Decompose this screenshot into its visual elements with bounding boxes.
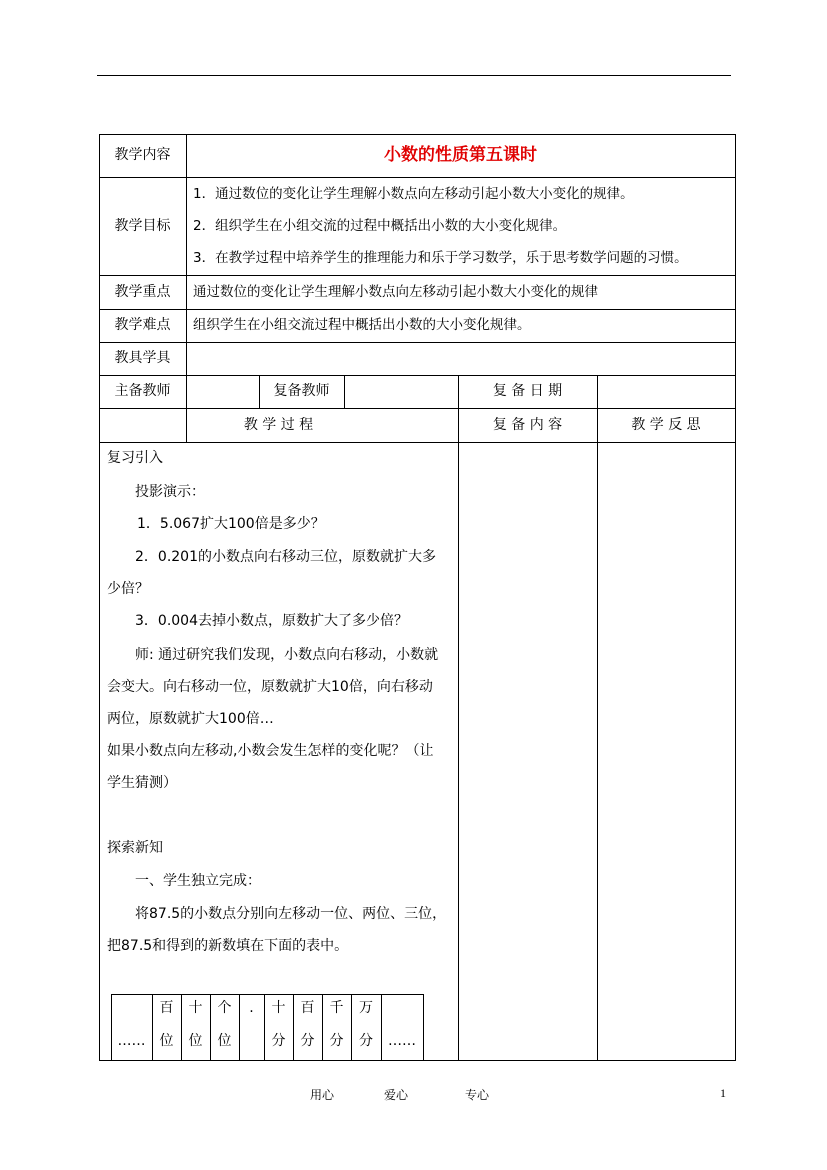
content-label: 教学内容 — [114, 147, 171, 163]
place-cell-bottom: 位 — [217, 1033, 232, 1049]
place-cell-bottom: …… — [388, 1033, 416, 1049]
table-border-bottom — [99, 1060, 736, 1061]
review-content-column-header: 复 备 内 容 — [492, 417, 563, 433]
place-cell-top: 十 — [188, 1000, 203, 1016]
lesson-plan-table — [99, 134, 736, 1061]
process-line: 会变大。向右移动一位，原数就扩大10倍，向右移动 — [107, 679, 433, 695]
key-point-label: 教学重点 — [114, 284, 171, 300]
footer-item: 爱心 — [384, 1088, 409, 1102]
goal-item: 2．组织学生在小组交流的过程中概括出小数的大小变化规律。 — [193, 218, 567, 234]
place-cell-bottom: 位 — [188, 1033, 203, 1049]
column-divider — [344, 375, 345, 408]
place-cell-bottom: 分 — [329, 1033, 344, 1049]
process-line: 将87.5的小数点分别向左移动一位、两位、三位， — [135, 906, 447, 922]
row-divider — [99, 309, 736, 310]
difficulty-text: 组织学生在小组交流过程中概括出小数的大小变化规律。 — [193, 317, 531, 333]
table-border-top — [99, 134, 736, 135]
row-divider — [99, 275, 736, 276]
goal-item: 1．通过数位的变化让学生理解小数点向左移动引起小数大小变化的规律。 — [193, 186, 634, 202]
row-divider — [99, 408, 736, 409]
process-line: 把87.5和得到的新数填在下面的表中。 — [107, 938, 349, 954]
place-cell-bottom: 位 — [159, 1033, 174, 1049]
place-cell-top: 十 — [271, 1000, 286, 1016]
process-line: 3．0.004去掉小数点，原数扩大了多少倍？ — [135, 613, 408, 629]
place-cell-top: 百 — [159, 1000, 174, 1016]
page-number: 1 — [720, 1086, 726, 1100]
lesson-title: 小数的性质第五课时 — [384, 145, 537, 165]
process-line: 少倍？ — [107, 581, 149, 597]
main-teacher-label: 主备教师 — [114, 383, 171, 399]
table-border-left — [99, 134, 100, 1061]
row-divider — [99, 442, 736, 443]
table-border-right — [735, 134, 736, 1061]
process-line: 2．0.201的小数点向右移动三位，原数就扩大多 — [135, 549, 436, 565]
difficulty-label: 教学难点 — [114, 317, 171, 333]
place-cell-top: 万 — [359, 1000, 373, 1016]
place-cell-top: . — [249, 1000, 254, 1016]
process-line: 一、学生独立完成： — [135, 873, 261, 889]
key-point-text: 通过数位的变化让学生理解小数点向左移动引起小数大小变化的规律 — [193, 284, 598, 300]
process-line: 两位，原数就扩大100倍… — [107, 711, 274, 727]
co-teacher-label: 复备教师 — [273, 383, 330, 399]
process-line: 如果小数点向左移动,小数会发生怎样的变化呢？（让 — [107, 743, 434, 759]
place-cell-top: 个 — [217, 1000, 232, 1016]
footer-item: 用心 — [310, 1088, 335, 1102]
process-line: 师: 通过研究我们发现，小数点向右移动，小数就 — [135, 647, 439, 663]
section-heading: 探索新知 — [107, 840, 163, 856]
place-table-border — [423, 994, 424, 1060]
section-heading: 复习引入 — [107, 450, 163, 466]
process-line: 1．5.067扩大100倍是多少？ — [137, 516, 325, 532]
footer-item: 专心 — [465, 1088, 490, 1102]
process-line: 学生猜测） — [107, 775, 177, 791]
place-value-table — [111, 994, 424, 1060]
place-cell-top: 千 — [329, 1000, 344, 1016]
row-divider — [99, 177, 736, 178]
process-line: 投影演示： — [135, 484, 205, 500]
goal-item: 3．在教学过程中培养学生的推理能力和乐于学习数学，乐于思考数学问题的习惯。 — [193, 250, 688, 266]
place-cell-top: 百 — [300, 1000, 315, 1016]
tools-label: 教具学具 — [114, 350, 171, 366]
place-cell-bottom: 分 — [359, 1033, 373, 1049]
row-divider — [99, 375, 736, 376]
process-column-header: 教 学 过 程 — [243, 417, 314, 433]
goals-label: 教学目标 — [114, 218, 171, 234]
page-header-rule — [97, 75, 731, 76]
column-divider — [458, 375, 459, 1061]
place-cell-bottom: 分 — [300, 1033, 315, 1049]
label-column-divider — [186, 134, 187, 442]
column-divider — [597, 375, 598, 1061]
place-cell-bottom: 分 — [271, 1033, 286, 1049]
reflection-column-header: 教 学 反 思 — [631, 417, 701, 433]
place-cell-bottom: …… — [117, 1033, 146, 1049]
review-date-label: 复 备 日 期 — [492, 383, 563, 399]
place-table-border — [111, 994, 424, 995]
row-divider — [99, 342, 736, 343]
